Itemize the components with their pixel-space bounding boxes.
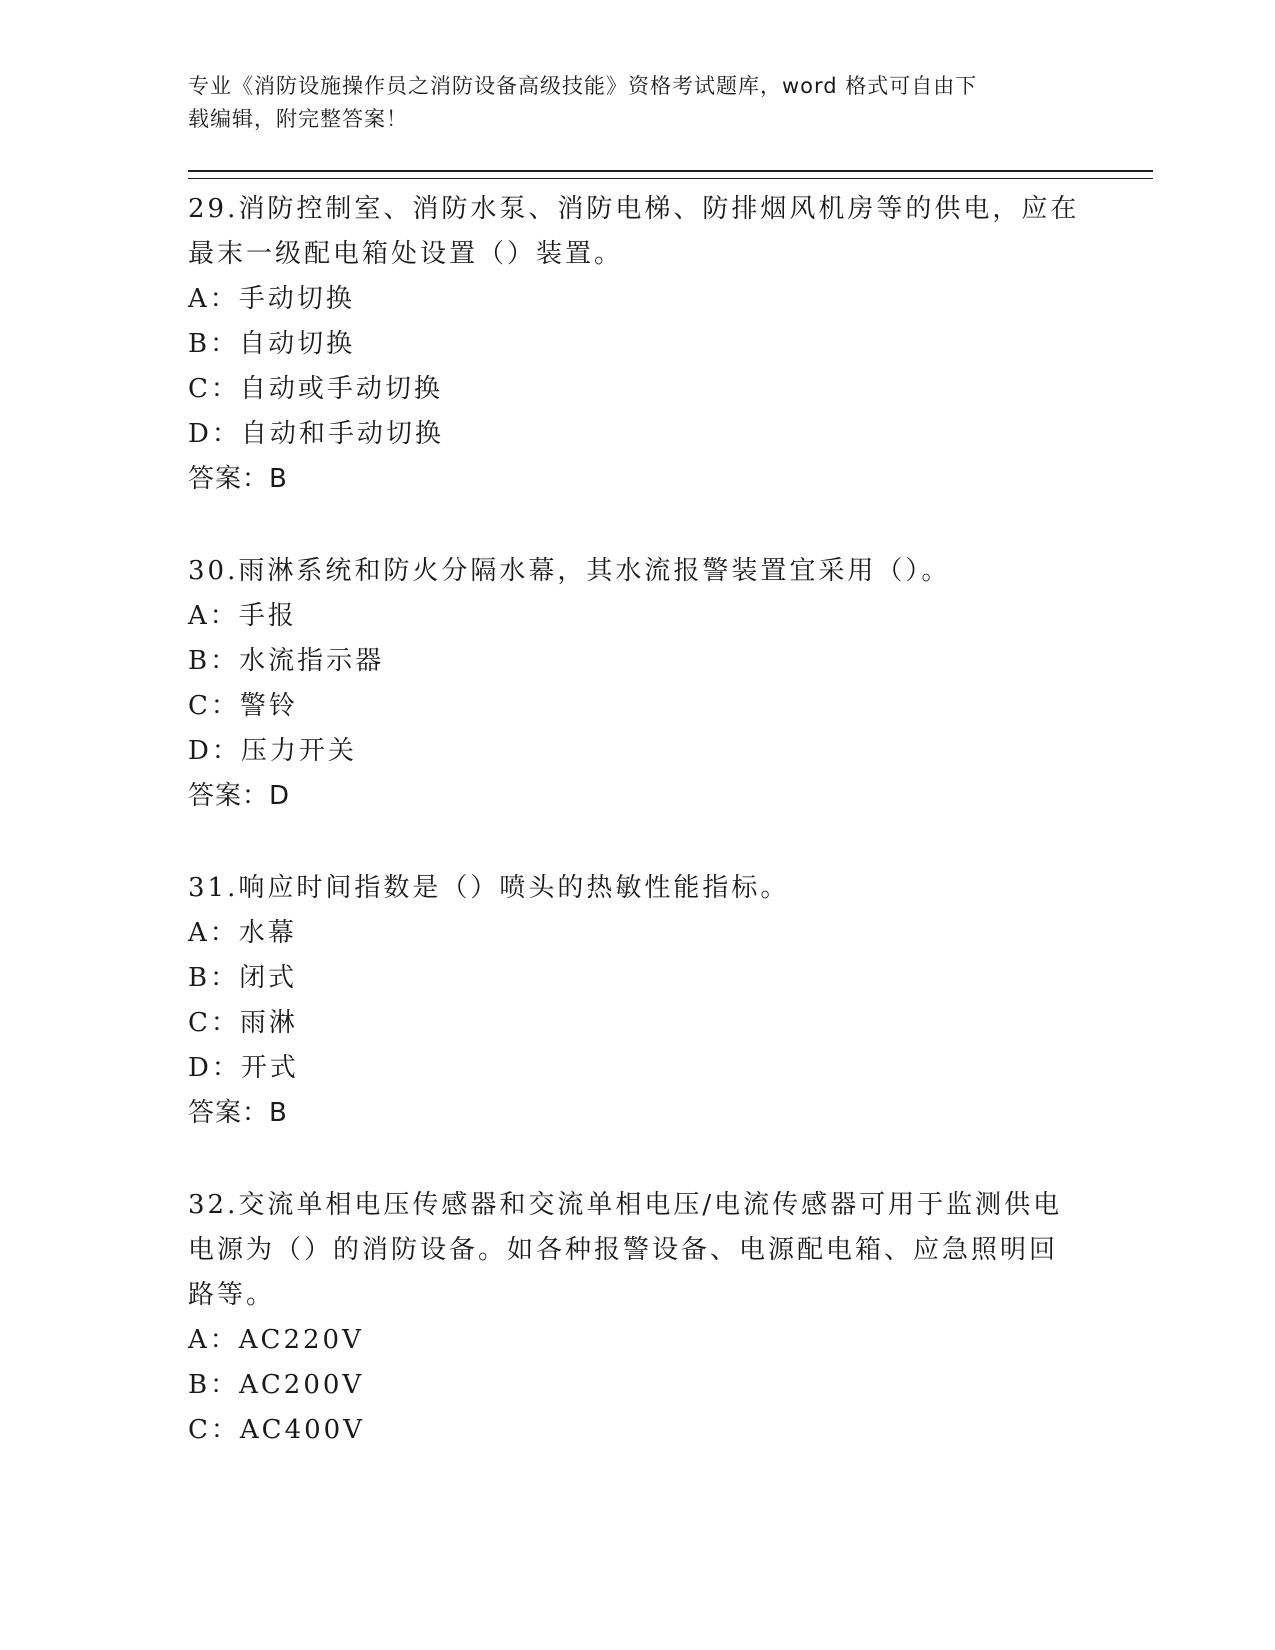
option-key: B： (188, 963, 240, 993)
option-c (188, 1408, 1153, 1453)
question-31 (188, 866, 1153, 1136)
option-key: C： (188, 374, 240, 404)
question-list (188, 187, 1153, 1453)
option-key: A： (188, 1325, 239, 1355)
option-d (188, 729, 1153, 774)
option-text: 手报 (238, 601, 297, 631)
option-key: A： (188, 601, 239, 631)
document-header (188, 70, 1153, 136)
option-b (188, 1363, 1153, 1408)
option-text: 雨淋 (239, 1008, 298, 1038)
option-key: B： (188, 329, 240, 359)
option-text: 水流指示器 (239, 646, 385, 676)
question-text-line: 30.雨淋系统和防火分隔水幕，其水流报警装置宜采用（）。 (188, 556, 951, 586)
option-d (188, 1046, 1153, 1091)
option-key: B： (188, 646, 240, 676)
option-key: D： (188, 736, 241, 766)
option-text: 水幕 (238, 918, 297, 948)
option-text: 压力开关 (240, 736, 357, 766)
option-d (188, 412, 1153, 457)
option-a (188, 277, 1153, 322)
option-a (188, 1318, 1153, 1363)
document-page (188, 70, 1153, 1500)
option-key: A： (188, 918, 239, 948)
question-text-line: 电源为（）的消防设备。如各种报警设备、电源配电箱、应急照明回 (188, 1235, 1059, 1265)
option-text: 自动或手动切换 (239, 374, 443, 404)
question-text (188, 866, 1153, 911)
option-text: 自动和手动切换 (240, 419, 444, 449)
option-b (188, 956, 1153, 1001)
option-key: C： (188, 1008, 240, 1038)
answer-label: 答案：D (188, 781, 291, 811)
question-text (188, 549, 1153, 594)
option-key: C： (188, 691, 240, 721)
option-key: D： (188, 419, 241, 449)
option-text: 自动切换 (239, 329, 356, 359)
option-text: 手动切换 (238, 284, 355, 314)
option-a (188, 594, 1153, 639)
answer-label: 答案：B (188, 1098, 288, 1128)
option-a (188, 911, 1153, 956)
option-key: D： (188, 1053, 241, 1083)
question-text (188, 1183, 1153, 1318)
option-text: AC200V (239, 1370, 365, 1400)
option-b (188, 639, 1153, 684)
option-b (188, 322, 1153, 367)
question-29 (188, 187, 1153, 502)
option-text: 警铃 (239, 691, 298, 721)
header-line-2: 载编辑，附完整答案！ (188, 107, 408, 131)
question-30 (188, 549, 1153, 819)
option-text: AC400V (239, 1415, 365, 1445)
question-text-line: 29.消防控制室、消防水泵、消防电梯、防排烟风机房等的供电，应在 (188, 194, 1080, 224)
question-text-line: 最末一级配电箱处设置（）装置。 (188, 239, 624, 269)
option-key: A： (188, 284, 239, 314)
option-text: AC220V (238, 1325, 364, 1355)
question-text-line: 路等。 (188, 1280, 276, 1310)
header-divider (188, 170, 1153, 179)
option-c (188, 367, 1153, 412)
option-c (188, 1001, 1153, 1046)
option-c (188, 684, 1153, 729)
option-key: B： (188, 1370, 240, 1400)
question-text (188, 187, 1153, 277)
question-text-line: 32.交流单相电压传感器和交流单相电压/电流传感器可用于监测供电 (188, 1190, 1063, 1220)
header-line-1: 专业《消防设施操作员之消防设备高级技能》资格考试题库，word 格式可自由下 (188, 74, 978, 98)
option-text: 闭式 (239, 963, 298, 993)
answer-label: 答案：B (188, 464, 288, 494)
question-text-line: 31.响应时间指数是（）喷头的热敏性能指标。 (188, 873, 790, 903)
question-32 (188, 1183, 1153, 1453)
option-text: 开式 (240, 1053, 299, 1083)
option-key: C： (188, 1415, 240, 1445)
